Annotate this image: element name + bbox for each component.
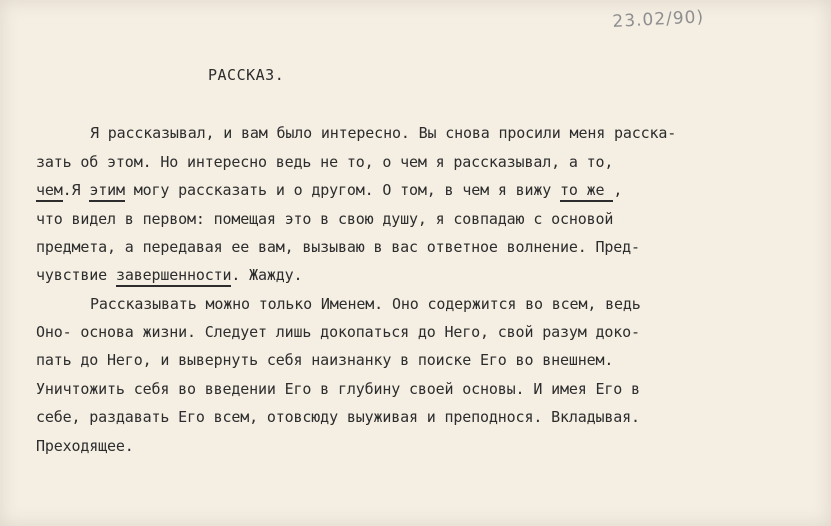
text-line: Я рассказывал, и вам было интересно. Вы снова просили меня расска- — [90, 124, 677, 142]
text-line: себе, раздавать Его всем, отовсюду выуживая и преподнося. Вкладывая. — [36, 408, 640, 426]
text-line: Преходящее. — [36, 437, 134, 455]
text-line: Оно- основа жизни. Следует лишь докопаться до Него, свой разум доко- — [36, 323, 640, 341]
underlined-word: то же — [560, 181, 613, 202]
text-line: Уничтожить себя во введении Его в глубину своей основы. И имея Его в — [36, 380, 640, 398]
document-title: РАССКАЗ. — [208, 66, 285, 84]
text-line: Рассказывать можно только Именем. Оно содержится во всем, ведь — [90, 295, 641, 313]
underlined-word: этим — [89, 181, 125, 202]
text-line — [36, 266, 302, 284]
text-fragment: , — [613, 181, 623, 199]
text-line: зать об этом. Но интересно ведь не то, о чем я рассказывал, а то, — [36, 153, 614, 171]
text-fragment: .Я — [62, 181, 90, 199]
text-line: пать до Него, и вывернуть себя наизнанку в поиске Его во внешнем. — [36, 351, 614, 369]
text-fragment: могу рассказать и о другом. О том, в чем я вижу — [124, 181, 561, 199]
text-line — [36, 181, 622, 199]
underlined-word: завершенности — [116, 266, 231, 287]
text-fragment: чувствие — [36, 266, 116, 284]
text-fragment: . Жажду. — [231, 266, 303, 284]
underlined-word: чем — [36, 181, 63, 202]
handwritten-date: 23.02/90) — [612, 7, 705, 32]
text-line: что видел в первом: помещая это в свою душу, я совпадаю с основой — [36, 210, 614, 228]
text-line: предмета, а передавая ее вам, вызываю в вас ответное волнение. Пред- — [36, 238, 640, 256]
